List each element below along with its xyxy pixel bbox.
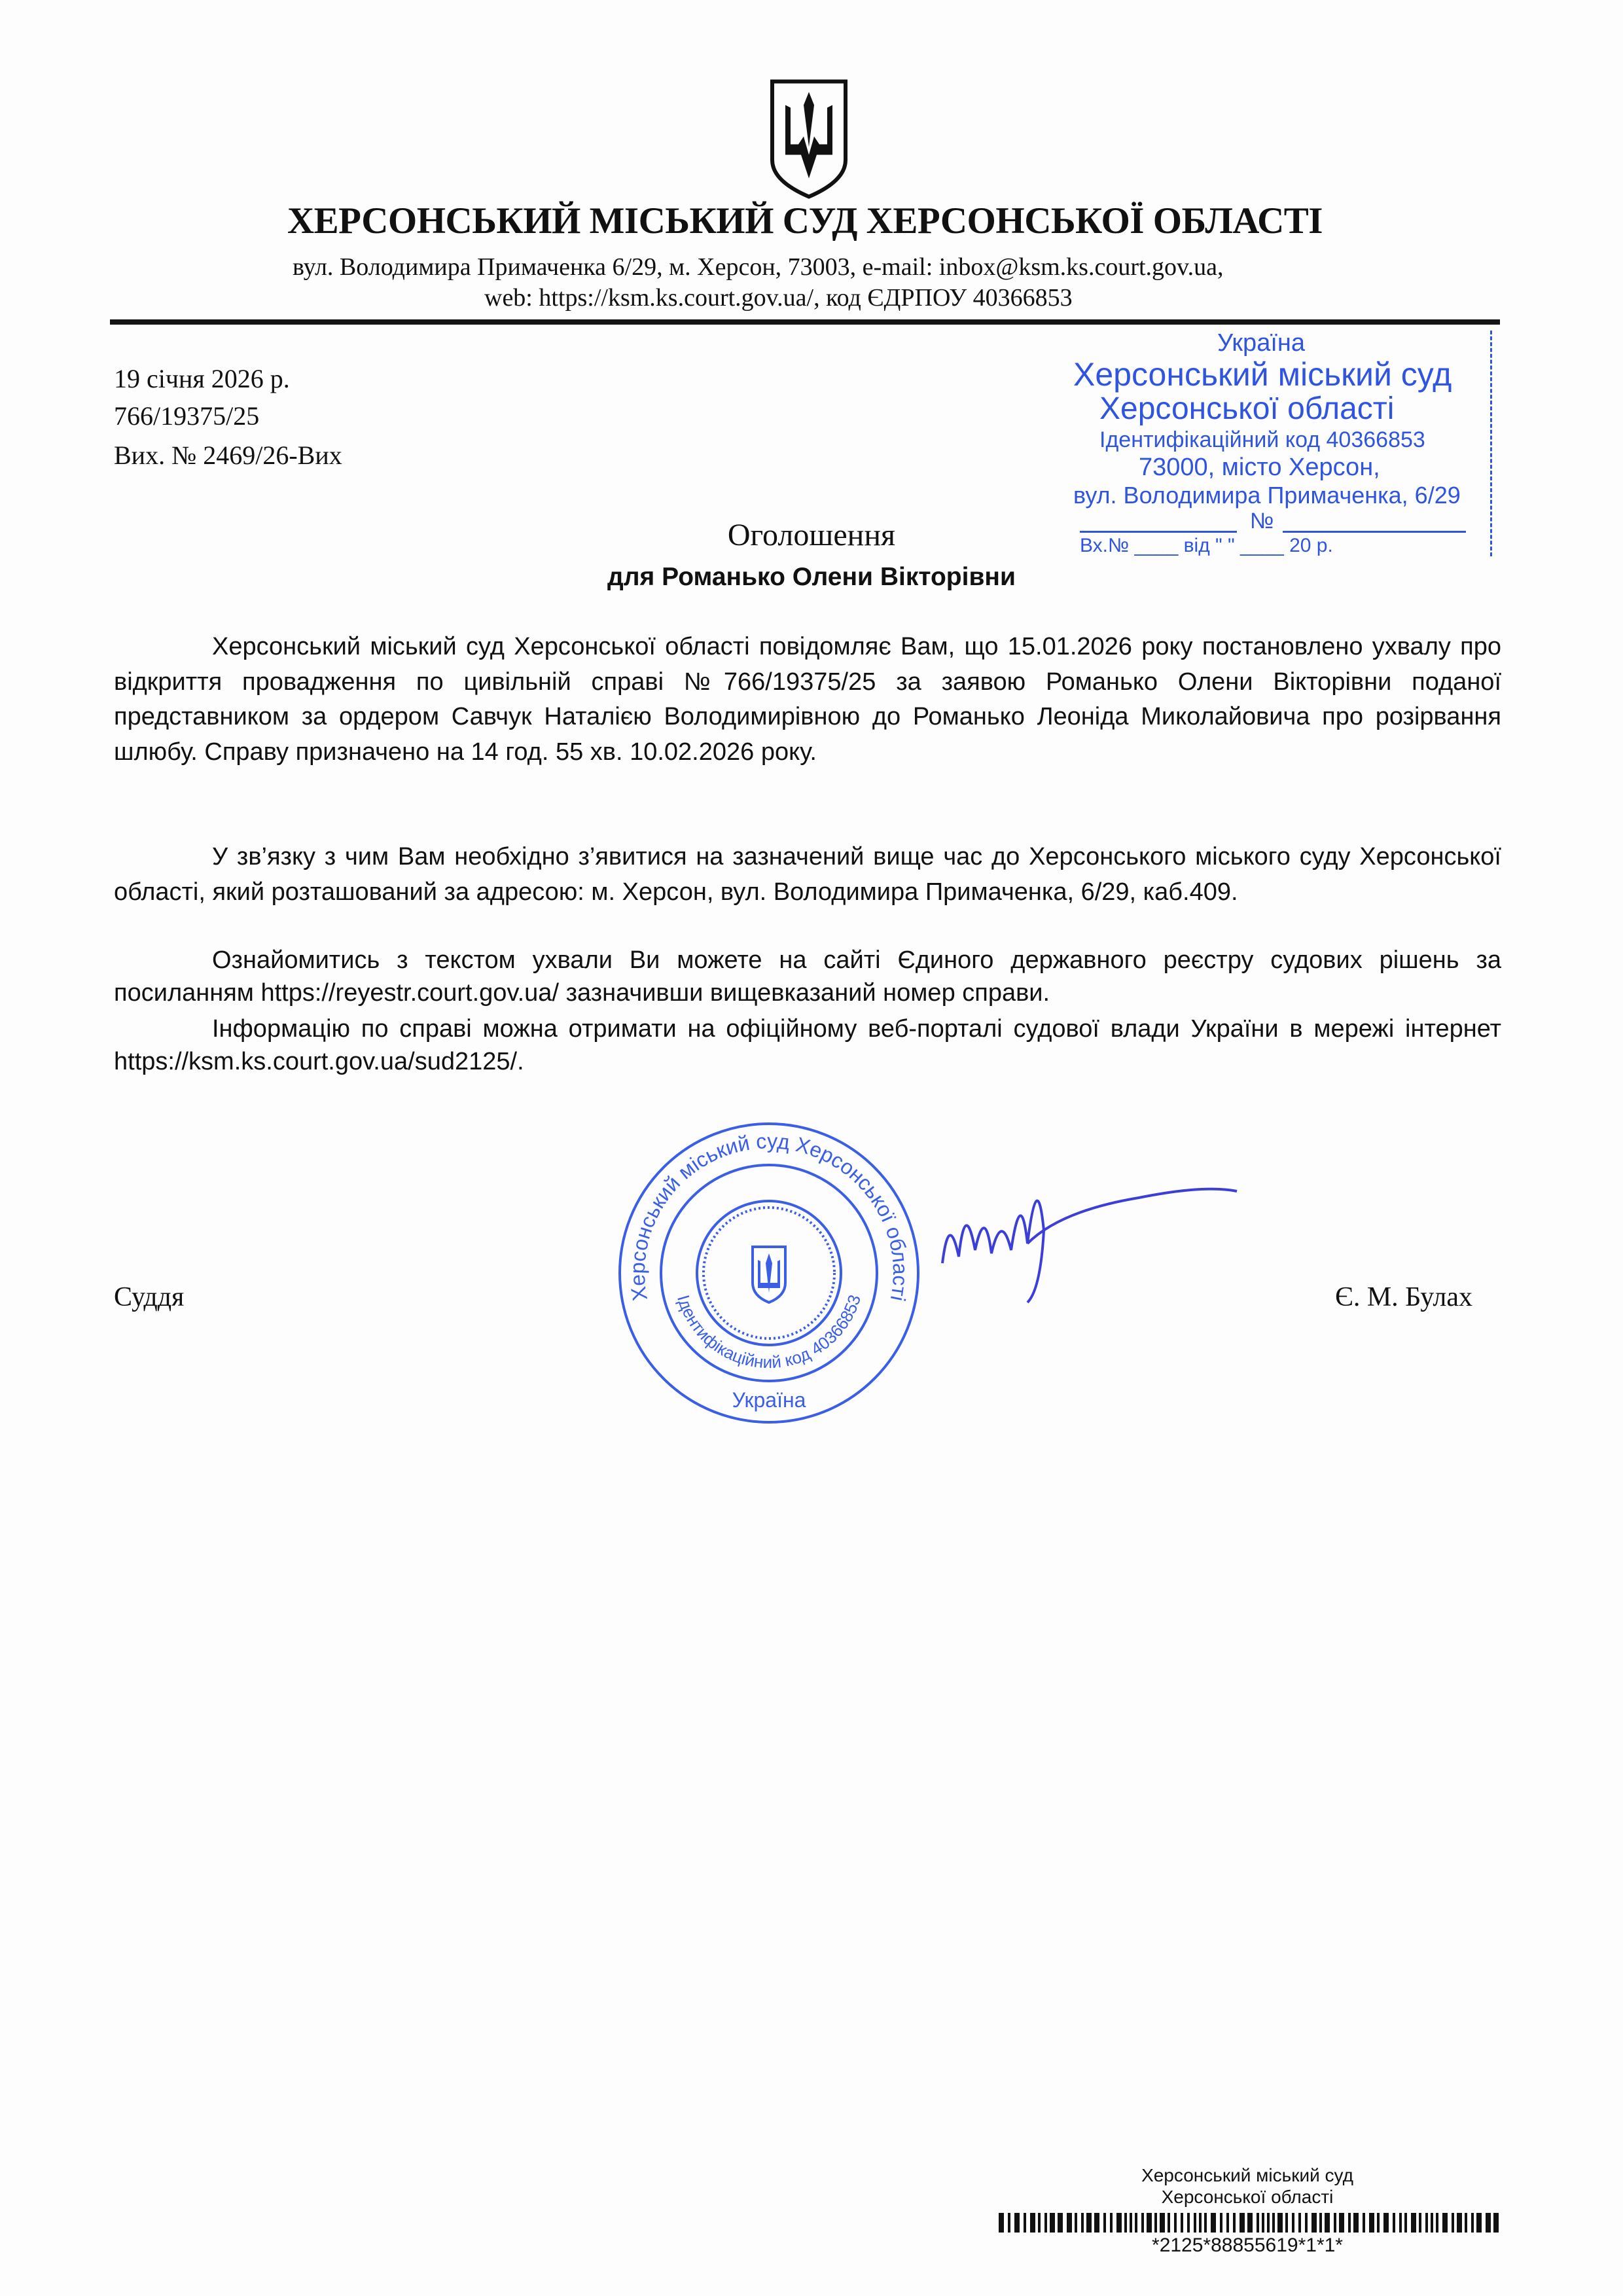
barcode-bar <box>1103 2213 1106 2233</box>
judge-signature <box>929 1172 1243 1316</box>
barcode-bar <box>1292 2213 1294 2233</box>
body-paragraph-1: Херсонський міський суд Херсонської області повідомляє Вам, що 15.01.2026 року постановлено ухвалу про відкриття провадження по цивільній справі №766/19375/25 за заявою Романько Олени Вікторівни поданої представником за ордером Савчук Наталією Володимирівною до Романько Леоніда Миколайовича про розірвання шлюбу. Справу призначено на 14 год. 55 хв. 10.02.2026 року. <box>114 633 1501 766</box>
barcode-bar <box>1369 2213 1374 2233</box>
case-number: 766/19375/25 <box>114 401 260 431</box>
body-paragraph-2: У зв’язку з чим Вам необхідно з’явитися на зазначений вище час до Херсонського міського суду Херсонської області, який розташований за адресою: м. Херсон, вул. Володимира Примаченка, 6/29, каб.409. <box>114 843 1501 906</box>
barcode-bar <box>1030 2213 1035 2233</box>
barcode-bar <box>1124 2213 1127 2233</box>
barcode-bar <box>1075 2213 1077 2233</box>
barcode-bar <box>1363 2213 1365 2233</box>
barcode-bar <box>1465 2213 1467 2233</box>
p4-text-end: . <box>517 1048 524 1075</box>
barcode-bar <box>1452 2213 1454 2233</box>
coat-of-arms-trident-icon <box>767 79 851 200</box>
barcode-bar <box>1348 2213 1351 2233</box>
barcode-bar <box>1442 2213 1448 2233</box>
barcode-bar <box>1094 2213 1099 2233</box>
barcode-bar <box>1404 2213 1407 2233</box>
barcode-bar <box>1486 2213 1491 2233</box>
stamp-incoming: Вх.№ ____ від " " ____ 20 р. <box>1080 535 1333 556</box>
court-seal <box>615 1119 923 1427</box>
barcode-bar <box>1110 2213 1113 2233</box>
barcode-bar <box>1399 2213 1402 2233</box>
barcode-bar <box>1431 2213 1433 2233</box>
stamp-code: Ідентифікаційний код 40366853 <box>1099 427 1425 452</box>
barcode-bar <box>1199 2213 1202 2233</box>
registry-link[interactable]: https://reyestr.court.gov.ua/ <box>260 979 560 1007</box>
barcode-bar <box>1211 2213 1216 2233</box>
barcode-bar <box>999 2213 1004 2233</box>
barcode-bar <box>1194 2213 1196 2233</box>
barcode-bar <box>1393 2213 1395 2233</box>
barcode-bar <box>1233 2213 1236 2233</box>
barcode-bar <box>1174 2213 1177 2233</box>
footer-court-region: Херсонської області <box>1161 2187 1334 2207</box>
barcode-bar <box>1130 2213 1132 2233</box>
barcode-bar <box>1436 2213 1438 2233</box>
svg-text:Ідентифікаційний код 40366853: Ідентифікаційний код 40366853 <box>673 1292 865 1372</box>
barcode-bar <box>1267 2213 1270 2233</box>
barcode-bar <box>1377 2213 1380 2233</box>
stamp-street: вул. Володимира Примаченка, 6/29 <box>1073 482 1461 509</box>
letter-date: 19 січня 2026 р. <box>114 364 290 393</box>
barcode-text: *2125*88855619*1*1* <box>1152 2234 1343 2256</box>
barcode-bar <box>1272 2213 1275 2233</box>
barcode-bar <box>1419 2213 1421 2233</box>
barcode-bar <box>1081 2213 1084 2233</box>
stamp-city: 73000, місто Херсон, <box>1139 454 1380 481</box>
stamp-court: Херсонський міський суд <box>1073 356 1452 393</box>
judge-name: Є. М. Булах <box>1335 1282 1472 1312</box>
barcode-bar <box>1411 2213 1416 2233</box>
barcode-bar <box>1058 2213 1063 2233</box>
barcode-bar <box>1226 2213 1229 2233</box>
document-heading: Оголошення <box>727 518 896 552</box>
svg-text:Херсонський міський суд Херсон: Херсонський міський суд Херсонської області <box>625 1129 913 1304</box>
barcode-bar <box>1457 2213 1462 2233</box>
barcode-bar <box>1353 2213 1359 2233</box>
barcode-bar <box>1014 2213 1020 2233</box>
barcode-bar <box>1086 2213 1092 2233</box>
barcode-bar <box>1024 2213 1026 2233</box>
barcode-bar <box>1493 2213 1499 2233</box>
barcode-bar <box>1168 2213 1170 2233</box>
barcode-bar <box>1319 2213 1322 2233</box>
barcode-bar <box>1285 2213 1288 2233</box>
barcode-bar <box>1425 2213 1428 2233</box>
barcode-bar <box>1262 2213 1264 2233</box>
barcode-bar <box>1325 2213 1330 2233</box>
barcode-bar <box>1298 2213 1301 2233</box>
barcode-bar <box>1240 2213 1245 2233</box>
barcode-bar <box>1339 2213 1344 2233</box>
svg-text:Україна: Україна <box>732 1388 806 1412</box>
barcode <box>999 2213 1499 2233</box>
stamp-country: Україна <box>1217 329 1306 357</box>
body-paragraph-3 <box>114 944 1501 1009</box>
barcode-bar <box>1187 2213 1190 2233</box>
judge-position: Суддя <box>114 1282 185 1312</box>
barcode-bar <box>1204 2213 1207 2233</box>
barcode-bar <box>1305 2213 1308 2233</box>
p3-text: Ознайомитись з текстом ухвали Ви можете на сайті Єдиного державного реєстру судових рішень за посиланням <box>114 946 1501 1007</box>
barcode-bar <box>1471 2213 1474 2233</box>
barcode-bar <box>1044 2213 1047 2233</box>
barcode-bar <box>1135 2213 1137 2233</box>
court-web: web: https://ksm.ks.court.gov.ua/, код ЄДРПОУ 40366853 <box>484 284 1073 312</box>
stamp-region: Херсонської області <box>1099 391 1395 426</box>
p4-text: Інформацію по справі можна отримати на офіційному веб-порталі судової влади України в мережі інтернет <box>212 1015 1501 1043</box>
court-portal-link[interactable]: https://ksm.ks.court.gov.ua/sud2125/ <box>114 1048 518 1075</box>
barcode-bar <box>1277 2213 1283 2233</box>
barcode-bar <box>1311 2213 1317 2233</box>
barcode-bar <box>1008 2213 1010 2233</box>
barcode-bar <box>1116 2213 1122 2233</box>
barcode-bar <box>1050 2213 1055 2233</box>
addressee: для Романько Олени Вікторівни <box>607 563 1016 591</box>
barcode-bar <box>1334 2213 1336 2233</box>
barcode-bar <box>1141 2213 1144 2233</box>
body-paragraph-4 <box>114 1013 1501 1078</box>
barcode-bar <box>1154 2213 1157 2233</box>
barcode-bar <box>1247 2213 1253 2233</box>
stamp-number-sign: № <box>1250 509 1274 533</box>
barcode-bar <box>1067 2213 1072 2233</box>
barcode-bar <box>1220 2213 1222 2233</box>
barcode-bar <box>1147 2213 1152 2233</box>
header-divider <box>110 319 1500 325</box>
p3-text-end: зазначивши вищевказаний номер справи. <box>559 979 1050 1007</box>
barcode-bar <box>1160 2213 1165 2233</box>
court-title: ХЕРСОНСЬКИЙ МІСЬКИЙ СУД ХЕРСОНСЬКОЇ ОБЛАСТІ <box>287 200 1323 242</box>
barcode-bar <box>1181 2213 1183 2233</box>
barcode-bar <box>1257 2213 1259 2233</box>
barcode-bar <box>1476 2213 1482 2233</box>
court-address: вул. Володимира Примаченка 6/29, м. Херсон, 73003, e-mail: inbox@ksm.ks.court.gov.ua, <box>293 253 1224 281</box>
barcode-bar <box>1383 2213 1389 2233</box>
outgoing-number: Вих. № 2469/26-Вих <box>114 440 342 470</box>
footer-court-name: Херсонський міський суд <box>1141 2165 1353 2185</box>
barcode-bar <box>1038 2213 1041 2233</box>
